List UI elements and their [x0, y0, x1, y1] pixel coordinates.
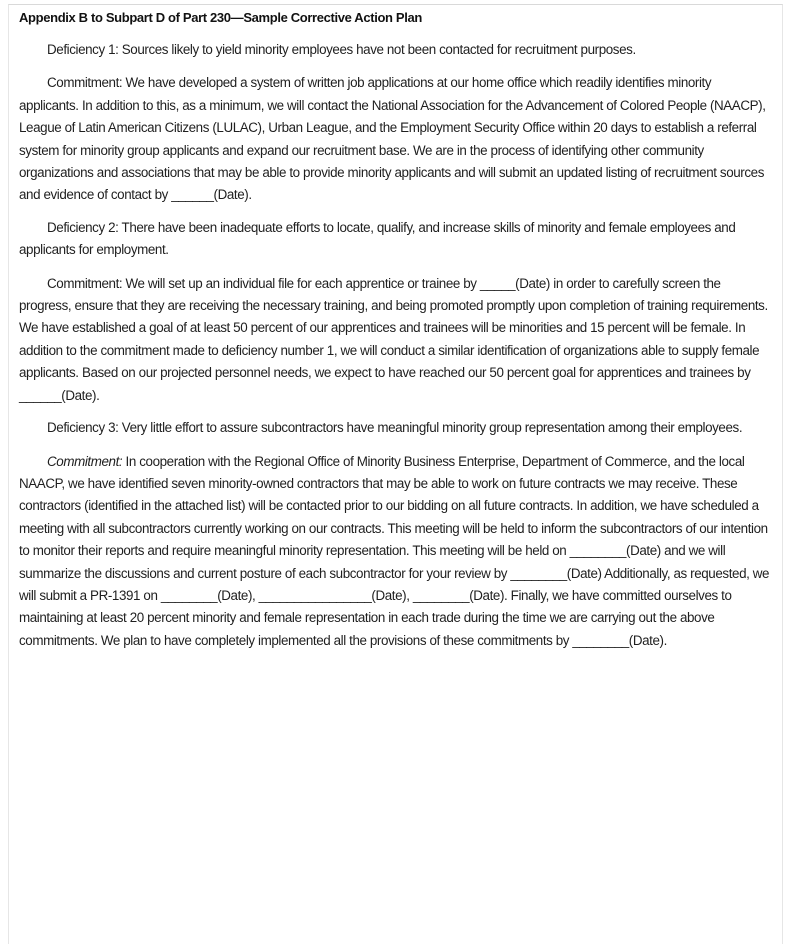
commitment-3-paragraph: [19, 451, 773, 653]
document-title: Appendix B to Subpart D of Part 230—Sample Corrective Action Plan: [19, 10, 422, 25]
deficiency-1-paragraph: Deficiency 1: Sources likely to yield minority employees have not been contacted for recruitment purposes.: [47, 42, 636, 57]
deficiency-3-paragraph: Deficiency 3: Very little effort to assure subcontractors have meaningful minority group representation among their employees.: [47, 420, 743, 436]
document-body: [19, 8, 773, 662]
commitment-1-paragraph: Commitment: We have developed a system of written job applications at our home office which readily identifies minority applicants. In addition to this, as a minimum, we will contact the National Association for the Advancement of Colored People (NAACP), League of Latin American Citizens (LULAC), Urban League, and the Employment Security Office within 20 days to establish a referral system for minority group applicants and expand our recruitment base. We are in the process of identifying other community organizations and associations that may be able to provide minority applicants and will submit an updated listing of recruitment sources and evidence of contact by ______(Date).: [19, 75, 766, 203]
commitment-3-label: Commitment:: [47, 453, 123, 469]
deficiency-2-paragraph: Deficiency 2: There have been inadequate efforts to locate, qualify, and increase skills of minority and female employees and applicants for employment.: [19, 219, 736, 258]
commitment-2-paragraph: Commitment: We will set up an individual file for each apprentice or trainee by _____(Date) in order to carefully screen the progress, ensure that they are receiving the necessary training, and being promoted promptly upon completion of training requirements. We have established a goal of at least 50 percent of our apprentices and trainees will be minorities and 15 percent will be female. In addition to the commitment made to deficiency number 1, we will conduct a similar identification of organizations able to supply female applicants. Based on our projected personnel needs, we expect to have reached our 50 percent goal for apprentices and trainees by ______(Date).: [19, 275, 768, 403]
commitment-3-text: In cooperation with the Regional Office of Minority Business Enterprise, Department of Commerce, and the local NAACP, we have identified seven minority-owned contractors that may be able to work on future contracts we may receive. These contractors (identified in the attached list) will be contacted prior to our bidding on all future contracts. In addition, we have scheduled a meeting with all subcontractors currently working on our contracts. This meeting will be held to inform the subcontractors of our intention to monitor their reports and require meaningful minority representation. This meeting will be held on ________(Date) and we will summarize the discussions and current posture of each subcontractor for your review by ________(Date) Additionally, as requested, we will submit a PR-1391 on ________(Date), ________________(Date), ________(Date). Finally, we have committed ourselves to maintaining at least 20 percent minority and female representation in each trade during the time we are carrying out the above commitments. We plan to have completely implemented all the provisions of these commitments by ________(Date).: [19, 453, 770, 648]
